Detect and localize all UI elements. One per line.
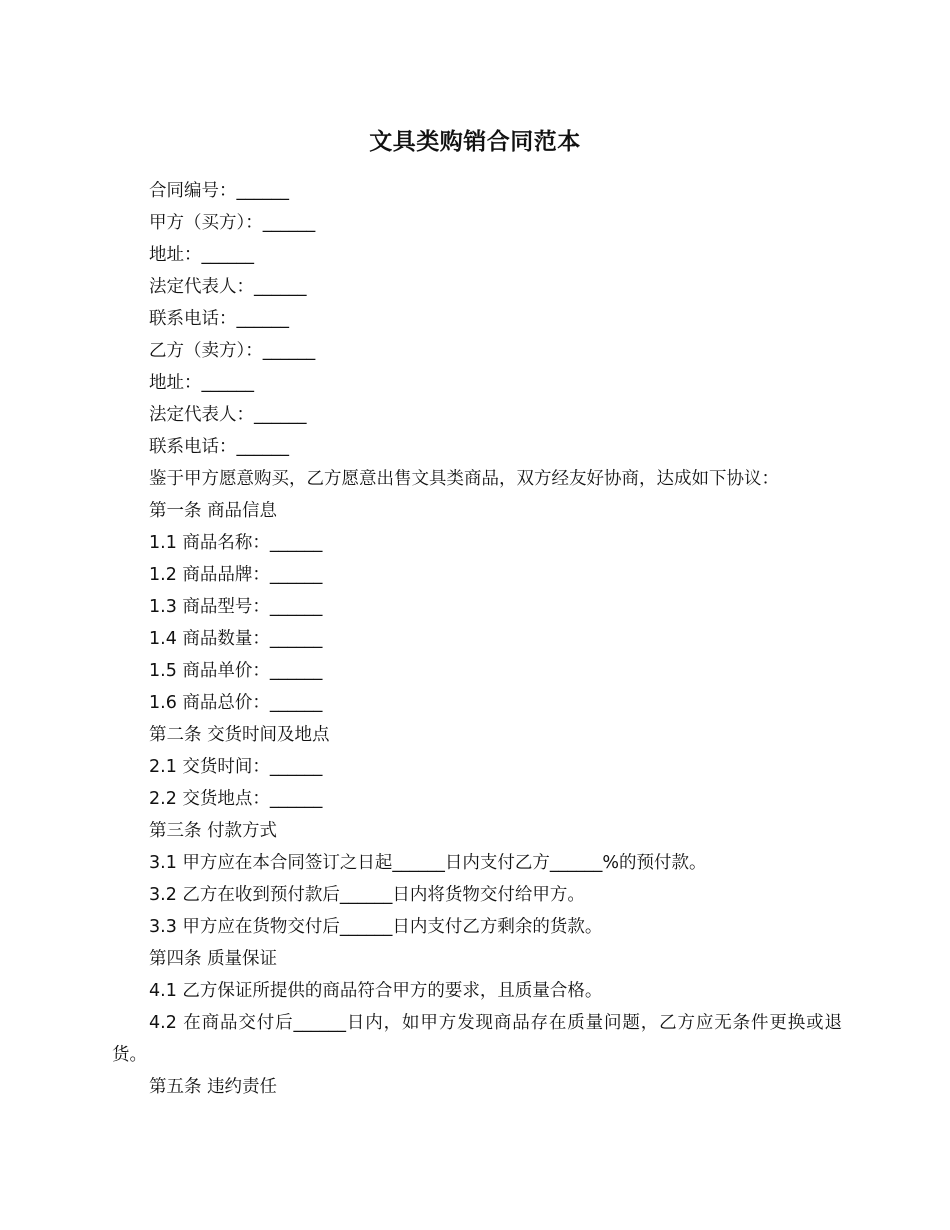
- clause-2-2: 2.2 交货地点：______: [149, 789, 323, 809]
- preamble-paragraph: 鉴于甲方愿意购买，乙方愿意出售文具类商品，双方经友好协商，达成如下协议：: [149, 469, 779, 489]
- clause-3-2: 3.2 乙方在收到预付款后______日内将货物交付给甲方。: [149, 885, 585, 905]
- clause-3-3: 3.3 甲方应在货物交付后______日内支付乙方剩余的货款。: [149, 917, 603, 937]
- article-1-heading: 第一条 商品信息: [149, 501, 278, 521]
- article-4-heading: 第四条 质量保证: [149, 949, 278, 969]
- party-a-line: 甲方（买方）：______: [149, 213, 316, 233]
- party-b-phone-line: 联系电话：______: [149, 437, 289, 457]
- clause-4-1: 4.1 乙方保证所提供的商品符合甲方的要求，且质量合格。: [149, 981, 603, 1001]
- party-b-address-line: 地址：______: [149, 373, 254, 393]
- clause-1-1: 1.1 商品名称：______: [149, 533, 323, 553]
- article-3-heading: 第三条 付款方式: [149, 821, 278, 841]
- article-2-heading: 第二条 交货时间及地点: [149, 725, 330, 745]
- clause-1-5: 1.5 商品单价：______: [149, 661, 323, 681]
- party-a-address-line: 地址：______: [149, 245, 254, 265]
- clause-1-2: 1.2 商品品牌：______: [149, 565, 323, 585]
- clause-1-4: 1.4 商品数量：______: [149, 629, 323, 649]
- clause-1-6: 1.6 商品总价：______: [149, 693, 323, 713]
- article-5-heading: 第五条 违约责任: [149, 1077, 278, 1097]
- clause-4-2: 4.2 在商品交付后______日内，如甲方发现商品存在质量问题，乙方应无条件更换或退货。: [112, 1013, 842, 1065]
- party-a-phone-line: 联系电话：______: [149, 309, 289, 329]
- party-b-line: 乙方（卖方）：______: [149, 341, 316, 361]
- contract-number-line: 合同编号：______: [149, 181, 289, 201]
- clause-1-3: 1.3 商品型号：______: [149, 597, 323, 617]
- clause-2-1: 2.1 交货时间：______: [149, 757, 323, 777]
- party-a-representative-line: 法定代表人：______: [149, 277, 307, 297]
- party-b-representative-line: 法定代表人：______: [149, 405, 307, 425]
- document-body: [112, 175, 842, 1103]
- clause-3-1: 3.1 甲方应在本合同签订之日起______日内支付乙方______%的预付款。: [149, 853, 707, 873]
- document-title: 文具类购销合同范本: [369, 129, 581, 155]
